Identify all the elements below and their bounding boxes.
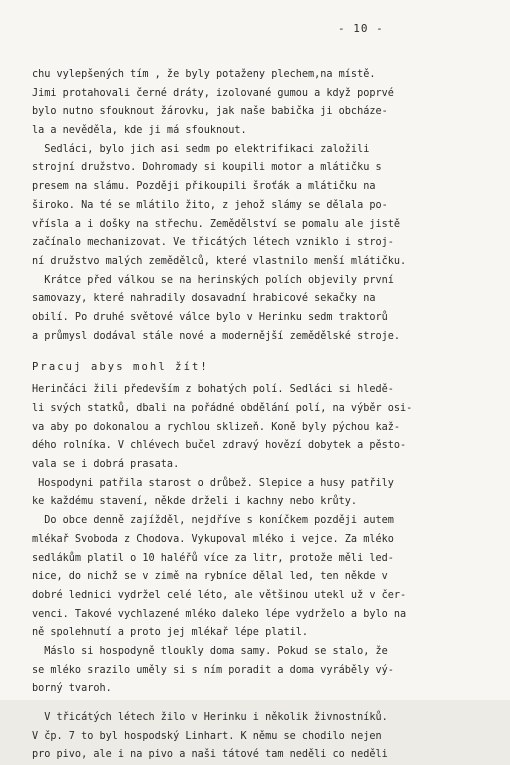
text-line: dého rolníka. V chlévech bučel zdravý hovězí dobytek a pěsto-	[32, 440, 407, 452]
text-line: nice, do nichž se v zimě na rybníce dělal led, ten někde v	[32, 571, 388, 583]
paragraph	[32, 512, 484, 643]
text-line: Jimi protahovali černé dráty, izolované gumou a když poprvé	[32, 87, 394, 99]
text-section-1	[32, 66, 484, 346]
text-line: sedlákům platil o 10 haléřů více za litr, protože měli led-	[32, 552, 394, 564]
text-line: la a nevěděla, kde ji má sfouknout.	[32, 125, 247, 137]
paragraph	[32, 141, 484, 272]
text-line: bylo nutno sfouknout žárovku, jak naše babička ji obcháze-	[32, 106, 388, 118]
paragraph	[32, 272, 484, 347]
text-line: se mléko srazilo uměly si s ním poradit a doma vyráběly vý-	[32, 664, 394, 676]
text-line: venci. Takové vychlazené mléko daleko lépe vydrželo a bylo na	[32, 608, 407, 620]
text-line: ke každému stavení, někde drželi i kachny nebo krůty.	[32, 496, 358, 508]
text-line: strojní družstvo. Dohromady si koupili motor a mlátičku s	[32, 162, 382, 174]
section-heading: Pracuj abys mohl žít!	[32, 361, 209, 374]
paragraph	[32, 381, 484, 474]
text-line: presem na slámu. Později přikoupili šroťák a mlátičku na	[32, 181, 376, 193]
text-line: samovazy, které nahradily dosavadní hrabicové sekačky na	[32, 293, 376, 305]
text-line: vala se i dobrá prasata.	[32, 459, 180, 471]
text-line: obilí. Po druhé světové válce bylo v Herinku sedm traktorů	[32, 311, 388, 323]
text-line: Hospodyni patřila starost o drůbež. Slepice a husy patřily	[32, 477, 394, 489]
text-line: a průmysl dodával stále nové a modernější zemědělské stroje.	[32, 330, 401, 342]
text-line: Máslo si hospodyně tloukly doma samy. Pokud se stalo, že	[32, 645, 388, 657]
text-line: chu vylepšených tím , že byly potaženy plechem,na místě.	[32, 69, 376, 80]
text-line: li svých statků, dbali na pořádné obdělání polí, na výběr osi-	[32, 403, 413, 414]
text-line: Krátce před válkou se na herinských polích objevily první	[32, 274, 394, 286]
text-line: začínalo mechanizovat. Ve třicátých létech vzniklo i stroj-	[32, 237, 394, 249]
text-line: V čp. 7 to byl hospodský Linhart. K němu se chodilo nejen	[32, 730, 382, 742]
text-line: ně spolehnutí a proto jej mlékař lépe platil.	[32, 627, 309, 639]
paragraph	[32, 475, 484, 512]
paragraph	[32, 643, 484, 699]
text-section-3	[32, 709, 484, 765]
text-line: Sedláci, bylo jich asi sedm po elektrifikaci založili	[32, 143, 370, 155]
text-line: pro pivo, ale i na pivo a naši tátové tam neděli co neděli	[32, 749, 388, 761]
paragraph	[32, 709, 484, 765]
text-line: va aby po dokonalou a rychlou sklizeň. Koně byly pýchou kaž-	[32, 421, 401, 433]
text-line: borný tvaroh.	[32, 683, 112, 695]
text-section-2	[32, 381, 484, 699]
page-number: - 10 -	[338, 22, 384, 35]
page-body	[32, 66, 484, 765]
text-line: dobré lednici vydržel celé léto, ale většinou utekl už v čer-	[32, 589, 407, 601]
paragraph-gap	[32, 699, 484, 709]
text-line: ní družstvo malých zemědělců, které vlastnilo menší mlátičku.	[32, 255, 407, 267]
text-line: Do obce denně zajížděl, nejdříve s koníčkem později autem	[32, 515, 394, 527]
text-line: široko. Na té se mlátilo žito, z jehož slámy se dělala po-	[32, 199, 388, 211]
text-line: mlékař Svoboda z Chodova. Vykupoval mléko i vejce. Za mléko	[32, 533, 394, 545]
paragraph	[32, 66, 484, 141]
text-line: Herinčáci žili především z bohatých polí. Sedláci si hledě-	[32, 384, 394, 396]
text-line: V třicátých létech žilo v Herinku i několik živnostníků.	[32, 712, 388, 723]
text-line: vřísla a i došky na střechu. Zemědělství se pomalu ale jistě	[32, 218, 401, 230]
